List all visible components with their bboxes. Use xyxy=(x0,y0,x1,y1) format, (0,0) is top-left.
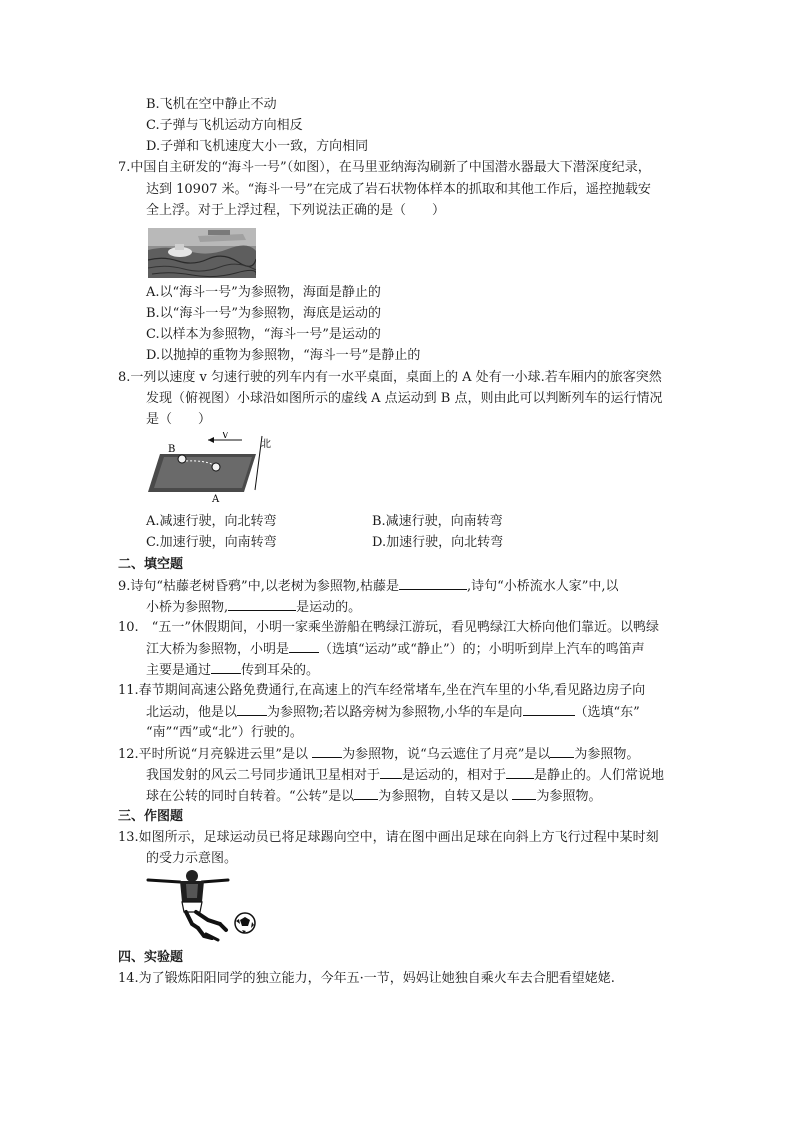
section-title-drawing: 三、作图题 xyxy=(118,809,184,824)
q6-option-c: C.子弹与飞机运动方向相反 xyxy=(146,118,303,133)
q7-option-c: C.以样本为参照物，“海斗一号”是运动的 xyxy=(146,327,381,342)
q12-blank-5[interactable] xyxy=(354,786,378,800)
q9-blank-1[interactable] xyxy=(399,576,467,590)
q10-stem-line3 xyxy=(146,660,319,681)
q9-text-4: 是运动的。 xyxy=(296,600,362,615)
q9-text-1: 9.诗句“枯藤老树昏鸦”中,以老树为参照物,枯藤是 xyxy=(118,579,399,594)
diagram-label-north: 北 xyxy=(261,439,271,450)
q12-stem-line2 xyxy=(146,765,664,786)
q12-text-9: 为参照物。 xyxy=(536,789,602,804)
q12-text-4: 我国发射的风云二号同步通讯卫星相对于 xyxy=(146,768,381,783)
q12-stem-line1 xyxy=(118,744,639,765)
q12-blank-1[interactable] xyxy=(312,744,342,758)
section-title-fill-blank: 二、填空题 xyxy=(118,557,184,572)
q12-blank-6[interactable] xyxy=(512,786,536,800)
q10-text-2: （选填“运动”或“静止”）的；小明听到岸上汽车的鸣笛声 xyxy=(319,642,645,657)
q7-option-d: D.以抛掉的重物为参照物，“海斗一号”是静止的 xyxy=(146,348,421,363)
q9-stem-line2 xyxy=(146,597,361,618)
diagram-label-a: A xyxy=(212,494,220,505)
q12-text-1: 12.平时所说“月亮躲进云里”是以 xyxy=(118,747,313,762)
q12-text-7: 球在公转的同时自转着。“公转”是以 xyxy=(146,789,355,804)
q12-text-6: 是静止的。人们常说地 xyxy=(534,768,665,783)
q12-text-3: 为参照物。 xyxy=(574,747,640,762)
q7-option-b: B.以“海斗一号”为参照物，海底是运动的 xyxy=(146,306,381,321)
q8-option-b: B.减速行驶，向南转弯 xyxy=(372,514,503,529)
diagram-label-v: V xyxy=(222,432,229,441)
q10-text-1: 江大桥为参照物，小明是 xyxy=(146,642,290,657)
q7-option-a: A.以“海斗一号”为参照物，海面是静止的 xyxy=(146,285,381,300)
q11-text-3: （选填“东” xyxy=(574,705,640,720)
q10-blank-1[interactable] xyxy=(289,639,319,653)
q12-blank-4[interactable] xyxy=(506,765,534,779)
q9-text-3: 小桥为参照物, xyxy=(146,600,229,615)
q9-blank-2[interactable] xyxy=(228,597,296,611)
q6-option-d: D.子弹和飞机速度大小一致，方向相同 xyxy=(146,139,369,154)
soccer-player-figure xyxy=(146,868,262,944)
q14-stem-line1: 14.为了锻炼阳阳同学的独立能力，今年五·一节，妈妈让她独自乘火车去合肥看望姥姥. xyxy=(118,971,615,986)
q11-stem-line1: 11.春节期间高速公路免费通行,在高速上的汽车经常堵车,坐在汽车里的小华,看见路边房子向 xyxy=(118,683,646,698)
q11-text-1: 北运动，他是以 xyxy=(146,705,238,720)
q12-blank-2[interactable] xyxy=(550,744,574,758)
q12-text-5: 是运动的，相对于 xyxy=(402,768,507,783)
q10-text-3: 主要是通过 xyxy=(146,663,212,678)
q11-text-2: 为参照物;若以路旁树为参照物,小华的车是向 xyxy=(267,705,523,720)
q10-text-4: 传到耳朵的。 xyxy=(241,663,320,678)
q10-stem-line1: 10. “五一”休假期间，小明一家乘坐游船在鸭绿江游玩，看见鸭绿江大桥向他们靠近。以鸭绿 xyxy=(118,620,659,635)
train-table-diagram xyxy=(146,432,276,508)
q9-text-2: ,诗句“小桥流水人家”中,以 xyxy=(466,579,619,594)
q10-stem-line2 xyxy=(146,639,645,660)
q6-option-b: B.飞机在空中静止不动 xyxy=(146,97,277,112)
q8-stem-line2: 发现（俯视图）小球沿如图所示的虚线 A 点运动到 B 点，则由此可以判断列车的运行情况 xyxy=(146,391,663,406)
q11-blank-2[interactable] xyxy=(523,702,575,716)
q7-stem-line1: 7.中国自主研发的“海斗一号”（如图），在马里亚纳海沟刷新了中国潜水器最大下潜深度纪录， xyxy=(118,160,651,175)
q11-blank-1[interactable] xyxy=(237,702,267,716)
q13-stem-line2: 的受力示意图。 xyxy=(146,851,238,866)
diagram-label-b: B xyxy=(168,444,176,455)
q10-blank-2[interactable] xyxy=(211,660,241,674)
q12-blank-3[interactable] xyxy=(380,765,402,779)
q8-option-a: A.减速行驶，向北转弯 xyxy=(146,514,277,529)
q8-option-d: D.加速行驶，向北转弯 xyxy=(372,535,504,550)
q11-stem-line3: “南”“西”或“北”）行驶的。 xyxy=(146,725,303,740)
submersible-photo xyxy=(148,228,256,278)
q8-stem-line3: 是（ ） xyxy=(146,412,212,427)
q9-stem-line1 xyxy=(118,576,619,597)
q8-stem-line1: 8.一列以速度 v 匀速行驶的列车内有一水平桌面，桌面上的 A 处有一小球.若车厢内的旅客突然 xyxy=(118,370,662,385)
q8-option-c: C.加速行驶，向南转弯 xyxy=(146,535,277,550)
q12-stem-line3 xyxy=(146,786,601,807)
q12-text-8: 为参照物，自转又是以 xyxy=(378,789,513,804)
q13-stem-line1: 13.如图所示，足球运动员已将足球踢向空中，请在图中画出足球在向斜上方飞行过程中某时刻 xyxy=(118,830,659,845)
q7-stem-line3: 全上浮。对于上浮过程，下列说法正确的是（ ） xyxy=(146,203,446,218)
q12-text-2: 为参照物，说“乌云遮住了月亮”是以 xyxy=(342,747,551,762)
q11-stem-line2 xyxy=(146,702,640,723)
q7-stem-line2: 达到 10907 米。“海斗一号”在完成了岩石状物体样本的抓取和其他工作后，遥控抛载安 xyxy=(146,182,651,197)
section-title-experiment: 四、实验题 xyxy=(118,950,184,965)
